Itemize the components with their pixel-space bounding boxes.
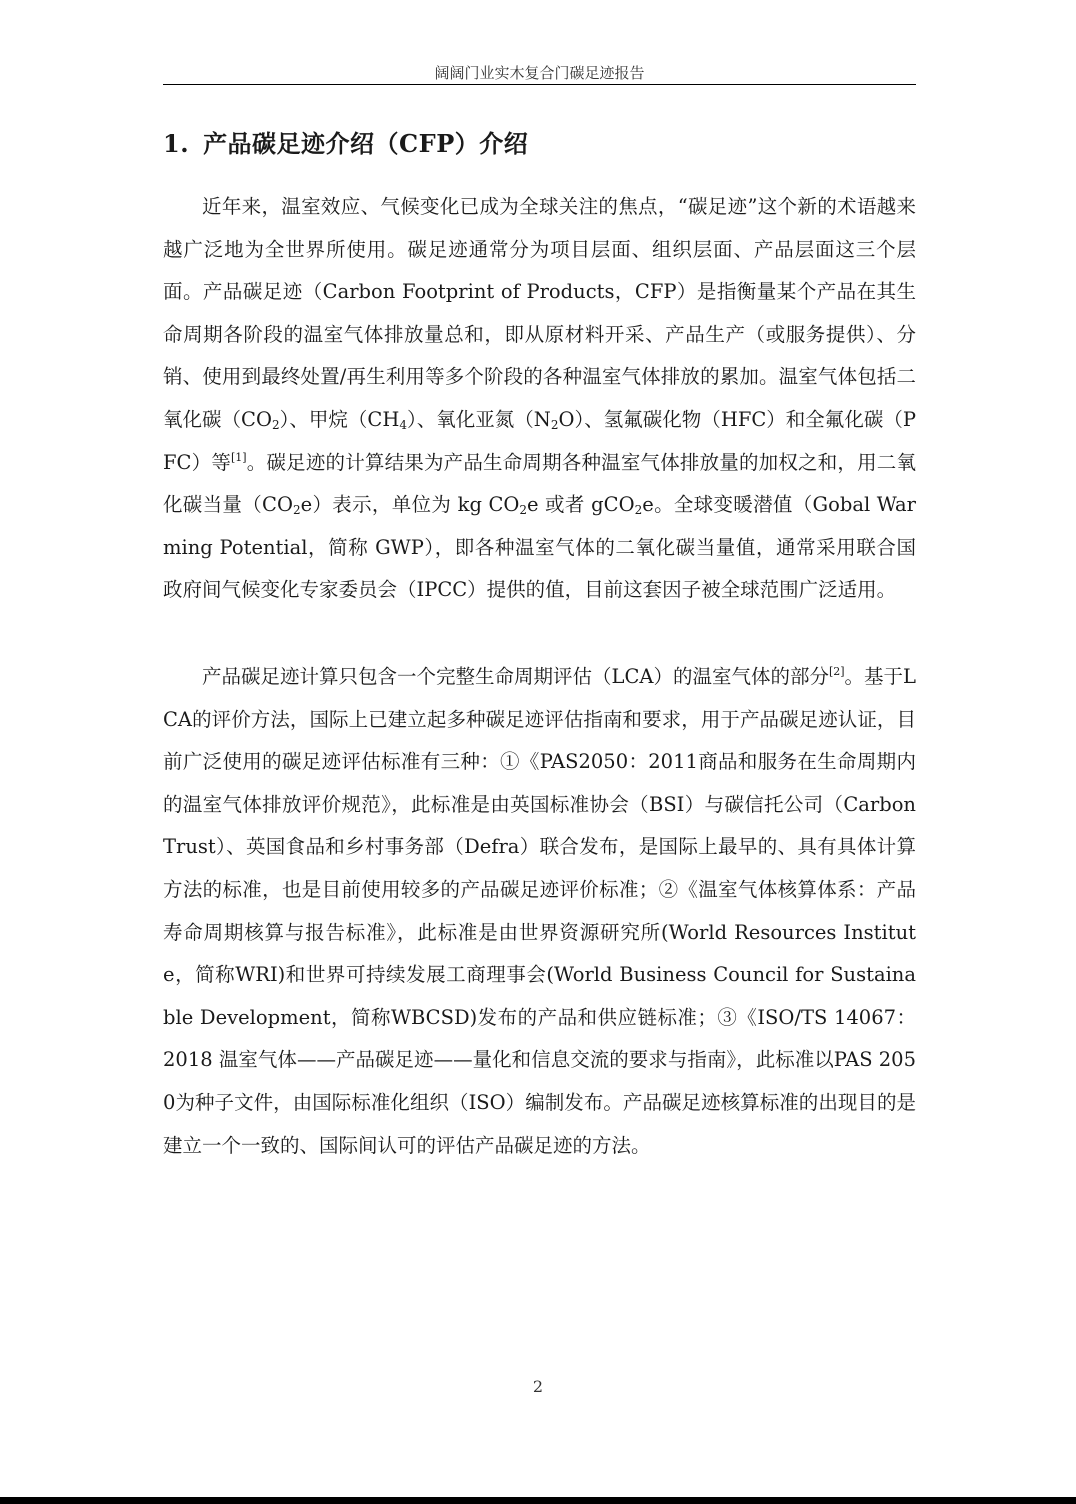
running-header: 阔阔门业实木复合门碳足迹报告	[434, 64, 645, 82]
paragraph-cfp-intro	[163, 186, 916, 612]
subscript: 2	[634, 503, 643, 518]
citation-ref: [1]	[231, 450, 247, 464]
section-heading	[163, 126, 916, 162]
text-segment: 。碳足迹的计算结果为产品生命周期各种温室气体排放量的加权之和，用二氧化碳当量（CO	[163, 450, 916, 517]
section-title-text: 产品碳足迹介绍（CFP）介绍	[203, 129, 529, 158]
text-segment: 。基于LCA的评价方法，国际上已建立起多种碳足迹评估指南和要求，用于产品碳足迹认证，目前广泛使用的碳足迹评估标准有三种：①《PAS2050：2011商品和服务在生命周期内的温室气体排放评价规范》，此标准是由英国标准协会（BSI）与碳信托公司（Carbon Trust）、英国食品和乡村事务部（Defra）联合发布，是国际上最早的、具有具体计算方法的标准，也是目前使用较多的产品碳足迹评价标准；②《温室气体核算体系：产品寿命周期核算与报告标准》，此标准是由世界资源研究所(World Resources Institute，简称WRI)和世界可持续发展工商理事会(World Business Council for Sustainable Development，简称WBCSD)发布的产品和供应链标准；③《ISO/TS 14067：2018 温室气体——产品碳足迹——量化和信息交流的要求与指南》，此标准以PAS 2050为种子文件，由国际标准化组织（ISO）编制发布。产品碳足迹核算标准的出现目的是建立一个一致的、国际间认可的评估产品碳足迹的方法。	[163, 665, 916, 1157]
subscript: 2	[519, 503, 527, 518]
paragraph-cfp-standards	[163, 656, 916, 1167]
section-number: 1.	[163, 129, 190, 158]
text-segment: e）表示，单位为 kg CO	[300, 493, 520, 517]
text-segment: 产品碳足迹计算只包含一个完整生命周期评估（LCA）的温室气体的部分	[202, 665, 829, 688]
subscript: 2	[292, 503, 301, 518]
subscript: 4	[399, 417, 407, 432]
subscript: 2	[271, 417, 280, 432]
text-segment: e。全球变暖潜值（Gobal Warming Potential，简称 GWP），即各种温室气体的二氧化碳当量值，通常采用联合国政府间气候变化专家委员会（IPCC）提供的值，目前这套因子被全球范围广泛适用。	[163, 493, 917, 602]
scan-bottom-edge	[0, 1497, 1076, 1504]
subscript: 2	[550, 417, 559, 432]
text-segment: e 或者 gCO	[527, 493, 635, 517]
text-segment: ）、甲烷（CH	[279, 407, 400, 431]
text-segment: O）、氢氟碳化物（HFC）和全氟化碳（PFC）等	[163, 407, 916, 474]
text-segment: 近年来，温室效应、气候变化已成为全球关注的焦点，“碳足迹”这个新的术语越来越广泛地为全世界所使用。碳足迹通常分为项目层面、组织层面、产品层面这三个层面。产品碳足迹（Carbon Footprint of Products，CFP）是指衡量某个产品在其生命周期各阶段的温室气体排放量总和，即从原材料开采、产品生产（或服务提供）、分销、使用到最终处置/再生利用等多个阶段的各种温室气体排放的累加。温室气体包括二氧化碳（CO	[163, 195, 916, 431]
header-rule	[163, 84, 916, 85]
text-segment: ）、氧化亚氮（N	[406, 407, 551, 431]
citation-ref: [2]	[828, 665, 845, 678]
page-number: 2	[532, 1377, 544, 1396]
